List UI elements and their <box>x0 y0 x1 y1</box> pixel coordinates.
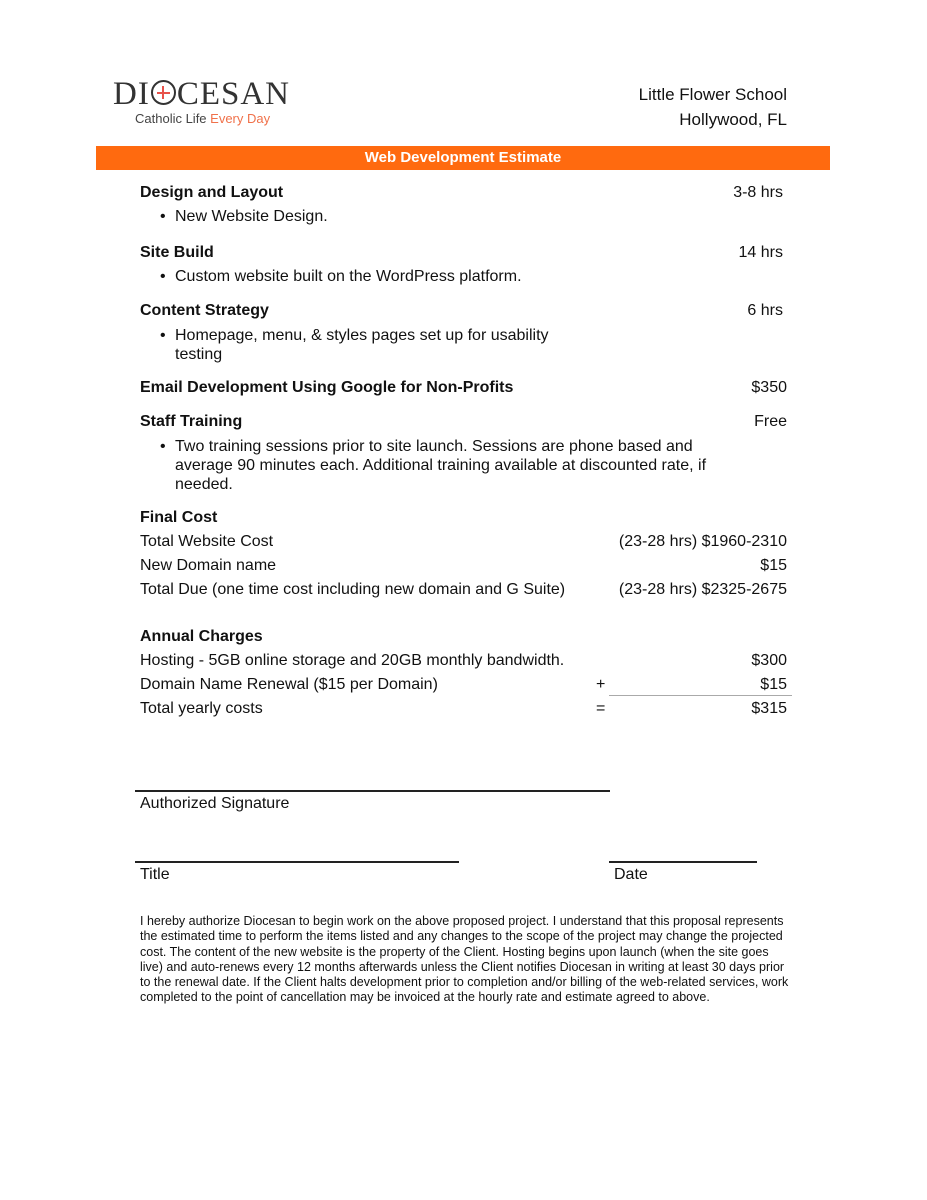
row-value: (23-28 hrs) $2325-2675 <box>618 581 787 598</box>
client-name: Little Flower School <box>638 85 787 104</box>
equals-operator: = <box>596 700 606 717</box>
title-line[interactable] <box>135 861 459 863</box>
row-value: $15 <box>760 676 787 693</box>
authorized-signature-label: Authorized Signature <box>140 795 290 812</box>
row-label: Total Website Cost <box>140 533 274 550</box>
logo-tagline <box>135 111 270 126</box>
client-location: Hollywood, FL <box>679 110 787 129</box>
row-value: $15 <box>760 557 787 574</box>
tagline-plain: Catholic Life <box>135 111 211 126</box>
row-label: New Domain name <box>140 557 277 574</box>
authorization-terms: I hereby authorize Diocesan to begin work on the above proposed project. I understand that this proposal represents the estimated time to perform the items listed and any changes to the scope of the project may change the projected cost. The content of the new website is the property of the Client. Hosting begins upon launch (when the site goes live) and auto-renews every 12 months afterwards unless the Client notifies Diocesan in writing at least 30 days prior to the renewal date. If the Client halts development prior to completion and/or billing of the web-related services, work completed to the point of cancellation may be invoiced at the hourly rate and estimate agreed to above. <box>140 914 789 1005</box>
row-label: Hosting - 5GB online storage and 20GB monthly bandwidth. <box>140 652 565 669</box>
bullet-text: Two training sessions prior to site launch. Sessions are phone based and average 90 minutes each. Additional training available at discounted rate, if needed. <box>175 438 707 493</box>
line-item-value: 6 hrs <box>747 302 783 319</box>
line-item-value: Free <box>754 413 787 430</box>
bullet-text: New Website Design. <box>175 208 328 225</box>
row-label: Total yearly costs <box>140 700 263 717</box>
bullet-item <box>160 267 522 286</box>
line-item-title: Design and Layout <box>140 184 284 201</box>
sum-divider <box>609 695 792 696</box>
line-item-value: $350 <box>751 379 787 396</box>
bullet-item <box>160 326 560 364</box>
cross-circle-icon <box>151 80 176 105</box>
row-value: $300 <box>751 652 787 669</box>
bullet-icon: • <box>160 208 166 225</box>
tagline-accent: Every Day <box>210 111 271 126</box>
line-item-title: Site Build <box>140 244 214 261</box>
row-value: (23-28 hrs) $1960-2310 <box>618 533 787 550</box>
bullet-icon: • <box>160 438 166 455</box>
row-label: Domain Name Renewal ($15 per Domain) <box>140 676 438 693</box>
section-heading: Annual Charges <box>140 628 263 645</box>
line-item-title: Content Strategy <box>140 302 269 319</box>
bullet-item <box>160 437 725 494</box>
row-value: $315 <box>751 700 787 717</box>
line-item-title: Staff Training <box>140 413 243 430</box>
line-item-value: 3-8 hrs <box>733 184 783 201</box>
diocesan-logo <box>113 76 290 112</box>
bullet-text: Custom website built on the WordPress platform. <box>175 268 522 285</box>
bullet-item <box>160 207 328 226</box>
date-label: Date <box>614 866 648 883</box>
line-item-title: Email Development Using Google for Non-Profits <box>140 379 514 396</box>
estimate-banner: Web Development Estimate <box>96 146 830 170</box>
bullet-icon: • <box>160 327 166 344</box>
bullet-icon: • <box>160 268 166 285</box>
date-line[interactable] <box>609 861 757 863</box>
line-item-value: 14 hrs <box>738 244 783 261</box>
title-label: Title <box>140 866 170 883</box>
bullet-text: Homepage, menu, & styles pages set up for usability testing <box>175 327 549 363</box>
section-heading: Final Cost <box>140 509 218 526</box>
plus-operator: + <box>596 676 606 693</box>
row-label: Total Due (one time cost including new domain and G Suite) <box>140 581 566 598</box>
signature-line[interactable] <box>135 790 610 792</box>
logo-text-end: CESAN <box>176 76 291 112</box>
logo-text-start: DI <box>113 76 150 112</box>
